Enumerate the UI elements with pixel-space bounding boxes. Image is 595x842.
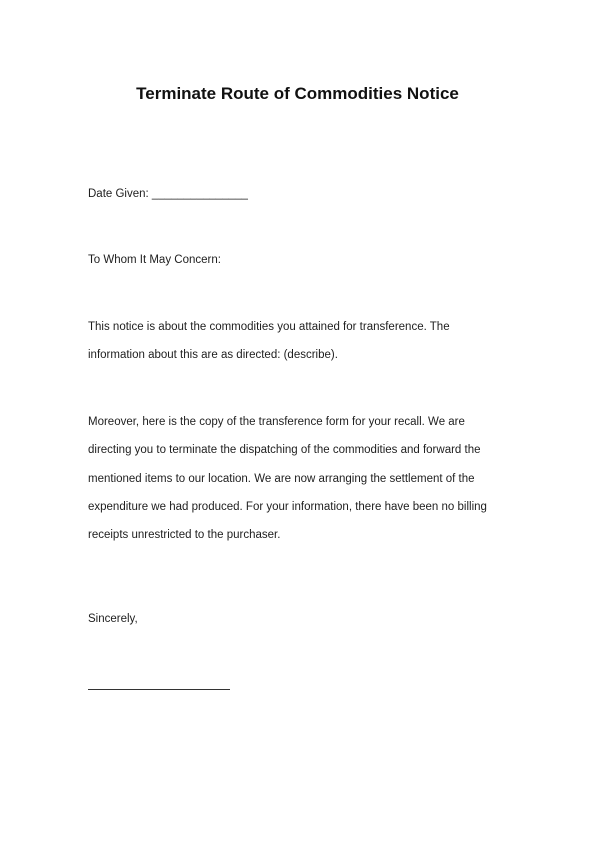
date-given-line: Date Given: _______________ bbox=[88, 188, 248, 200]
document-title: Terminate Route of Commodities Notice bbox=[136, 84, 459, 103]
paragraph-2-line-4: expenditure we had produced. For your information, there have been no billing bbox=[88, 501, 487, 513]
signature-line bbox=[88, 689, 230, 690]
paragraph-1-line-2: information about this are as directed: (describe). bbox=[88, 349, 338, 361]
closing: Sincerely, bbox=[88, 613, 138, 625]
paragraph-2-line-3: mentioned items to our location. We are now arranging the settlement of the bbox=[88, 473, 475, 485]
salutation: To Whom It May Concern: bbox=[88, 254, 221, 266]
paragraph-2-line-5: receipts unrestricted to the purchaser. bbox=[88, 529, 281, 541]
paragraph-2-line-2: directing you to terminate the dispatching of the commodities and forward the bbox=[88, 444, 481, 456]
paragraph-1-line-1: This notice is about the commodities you attained for transference. The bbox=[88, 321, 450, 333]
paragraph-2-line-1: Moreover, here is the copy of the transference form for your recall. We are bbox=[88, 416, 465, 428]
